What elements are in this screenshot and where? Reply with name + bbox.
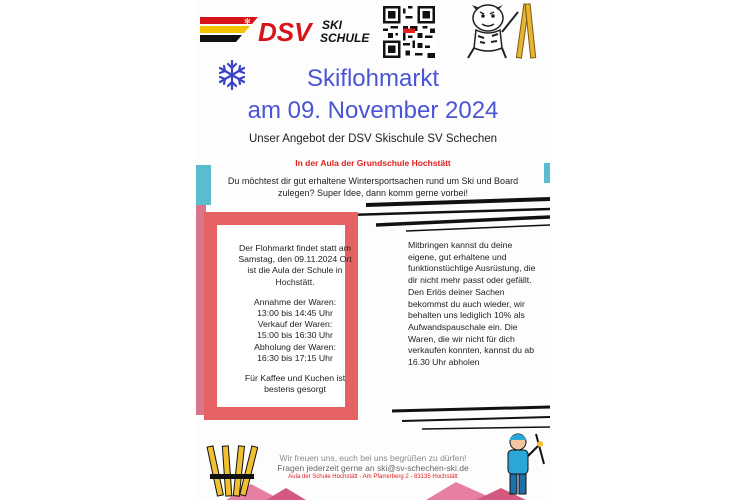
info-paragraph: Der Flohmarkt findet statt am Samstag, den 09.11.2024 Ort ist die Aula der Schule in Hochstätt. (238, 243, 352, 287)
tiger-mascot-image (458, 2, 538, 60)
title-main: Skiflohmarkt (306, 65, 440, 92)
coffee-note: Für Kaffee und Kuchen ist bestens gesorgt (244, 373, 346, 395)
bring-along-text: Mitbringen kannst du deine eigene, gut erhaltene und funktionstüchtige Ausrüstung, die dir nicht mehr passt oder gefällt. Den Erlös deiner Sachen bekommst du auch wieder, wir behalten uns lediglich 10% als Aufwandspauschale ein. Die Waren, die wir nicht für dich verkaufen konnten, kannst du ab 16.30 Uhr abholen (408, 240, 536, 368)
decor-pink-mountains (226, 478, 526, 500)
verkauf-label: Verkauf der Waren: (257, 319, 333, 330)
annahme-label: Annahme der Waren: (253, 296, 337, 307)
flyer-poster (196, 0, 550, 500)
svg-text:SKI: SKI (322, 18, 343, 32)
abholung-label: Abholung der Waren: (254, 341, 336, 352)
info-box-text (233, 243, 357, 395)
decor-black-stripes (346, 195, 550, 235)
abholung-time: 16:30 bis 17:15 Uhr (257, 352, 333, 363)
qr-code-icon[interactable] (383, 6, 435, 58)
svg-text:✻: ✻ (244, 17, 251, 26)
decor-cyan-bar-left (196, 165, 211, 205)
footer-greeting: Wir freuen uns, euch bei uns begrüßen zu dürfen! (279, 453, 467, 463)
dsv-skischule-logo (200, 15, 376, 45)
footer-contact: Fragen jederzeit gerne an ski@sv-schechen-ski.de (277, 463, 469, 473)
subtitle: Unser Angebot der DSV Skischule SV Schechen (248, 133, 498, 145)
intro-text: Du möchtest dir gut erhaltene Wintersportsachen rund um Ski und Board zulegen? Super Idee, dann komm gerne vorbei! (227, 176, 519, 198)
location-line: In der Aula der Grundschule Hochstätt (295, 158, 451, 168)
info-box (204, 212, 358, 420)
svg-text:SCHULE: SCHULE (320, 31, 370, 45)
verkauf-time: 15:00 bis 16:30 Uhr (257, 330, 333, 341)
footer-address: Aula der Schule Hochstätt - Am Pfarrerberg 2 - 83135 Hochstätt (288, 474, 458, 480)
annahme-time: 13:00 bis 14:45 Uhr (257, 308, 333, 319)
title-date: am 09. November 2024 (247, 97, 499, 124)
svg-text:DSV: DSV (258, 17, 312, 45)
